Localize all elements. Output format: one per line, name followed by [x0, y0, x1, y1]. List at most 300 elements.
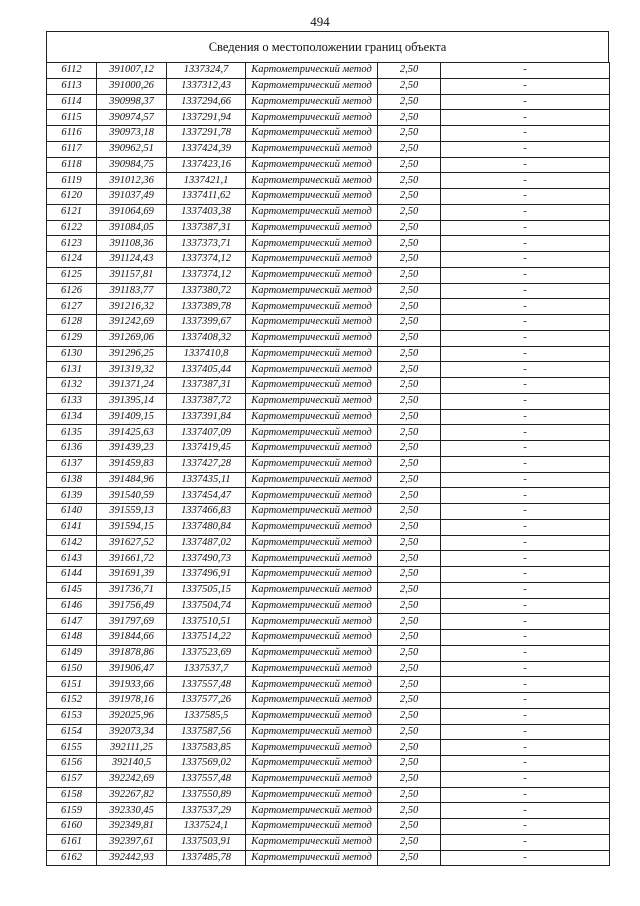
method-cell: Картометрический метод [246, 582, 378, 598]
y-coordinate-cell: 1337480,84 [167, 519, 246, 535]
table-row [47, 472, 610, 488]
method-cell: Картометрический метод [246, 267, 378, 283]
point-number-cell: 6136 [47, 441, 97, 457]
note-cell: - [441, 94, 610, 110]
accuracy-cell: 2,50 [378, 362, 441, 378]
table-row [47, 267, 610, 283]
y-coordinate-cell: 1337291,78 [167, 126, 246, 142]
table-row [47, 252, 610, 268]
table-row [47, 771, 610, 787]
accuracy-cell: 2,50 [378, 551, 441, 567]
table-row [47, 362, 610, 378]
accuracy-cell: 2,50 [378, 157, 441, 173]
x-coordinate-cell: 391906,47 [97, 661, 167, 677]
accuracy-cell: 2,50 [378, 456, 441, 472]
note-cell: - [441, 535, 610, 551]
table-row [47, 677, 610, 693]
x-coordinate-cell: 391627,52 [97, 535, 167, 551]
y-coordinate-cell: 1337324,7 [167, 63, 246, 79]
x-coordinate-cell: 392025,96 [97, 708, 167, 724]
y-coordinate-cell: 1337423,16 [167, 157, 246, 173]
method-cell: Картометрический метод [246, 189, 378, 205]
accuracy-cell: 2,50 [378, 582, 441, 598]
table-row [47, 141, 610, 157]
note-cell: - [441, 299, 610, 315]
accuracy-cell: 2,50 [378, 252, 441, 268]
point-number-cell: 6129 [47, 330, 97, 346]
accuracy-cell: 2,50 [378, 535, 441, 551]
y-coordinate-cell: 1337550,89 [167, 787, 246, 803]
method-cell: Картометрический метод [246, 126, 378, 142]
point-number-cell: 6117 [47, 141, 97, 157]
method-cell: Картометрический метод [246, 315, 378, 331]
y-coordinate-cell: 1337405,44 [167, 362, 246, 378]
y-coordinate-cell: 1337374,12 [167, 252, 246, 268]
method-cell: Картометрический метод [246, 456, 378, 472]
table-row [47, 456, 610, 472]
point-number-cell: 6120 [47, 189, 97, 205]
x-coordinate-cell: 391661,72 [97, 551, 167, 567]
y-coordinate-cell: 1337374,12 [167, 267, 246, 283]
note-cell: - [441, 157, 610, 173]
method-cell: Картометрический метод [246, 283, 378, 299]
x-coordinate-cell: 391319,32 [97, 362, 167, 378]
point-number-cell: 6126 [47, 283, 97, 299]
x-coordinate-cell: 391459,83 [97, 456, 167, 472]
x-coordinate-cell: 391157,81 [97, 267, 167, 283]
x-coordinate-cell: 391296,25 [97, 346, 167, 362]
table-row [47, 283, 610, 299]
note-cell: - [441, 850, 610, 866]
accuracy-cell: 2,50 [378, 189, 441, 205]
method-cell: Картометрический метод [246, 141, 378, 157]
accuracy-cell: 2,50 [378, 834, 441, 850]
point-number-cell: 6128 [47, 315, 97, 331]
x-coordinate-cell: 391756,49 [97, 598, 167, 614]
y-coordinate-cell: 1337587,56 [167, 724, 246, 740]
x-coordinate-cell: 391242,69 [97, 315, 167, 331]
accuracy-cell: 2,50 [378, 346, 441, 362]
y-coordinate-cell: 1337427,28 [167, 456, 246, 472]
accuracy-cell: 2,50 [378, 393, 441, 409]
table-row [47, 315, 610, 331]
accuracy-cell: 2,50 [378, 771, 441, 787]
accuracy-cell: 2,50 [378, 236, 441, 252]
y-coordinate-cell: 1337485,78 [167, 850, 246, 866]
x-coordinate-cell: 392442,93 [97, 850, 167, 866]
point-number-cell: 6124 [47, 252, 97, 268]
x-coordinate-cell: 390974,57 [97, 110, 167, 126]
point-number-cell: 6138 [47, 472, 97, 488]
table-row [47, 582, 610, 598]
method-cell: Картометрический метод [246, 834, 378, 850]
accuracy-cell: 2,50 [378, 267, 441, 283]
x-coordinate-cell: 391540,59 [97, 488, 167, 504]
method-cell: Картометрический метод [246, 803, 378, 819]
point-number-cell: 6161 [47, 834, 97, 850]
x-coordinate-cell: 391439,23 [97, 441, 167, 457]
table-row [47, 488, 610, 504]
note-cell: - [441, 803, 610, 819]
x-coordinate-cell: 391216,32 [97, 299, 167, 315]
point-number-cell: 6147 [47, 614, 97, 630]
table-row [47, 441, 610, 457]
method-cell: Картометрический метод [246, 173, 378, 189]
accuracy-cell: 2,50 [378, 472, 441, 488]
y-coordinate-cell: 1337435,11 [167, 472, 246, 488]
y-coordinate-cell: 1337537,29 [167, 803, 246, 819]
note-cell: - [441, 378, 610, 394]
point-number-cell: 6148 [47, 630, 97, 646]
y-coordinate-cell: 1337408,32 [167, 330, 246, 346]
y-coordinate-cell: 1337583,85 [167, 740, 246, 756]
section-title: Сведения о местоположении границ объекта [46, 31, 609, 62]
y-coordinate-cell: 1337557,48 [167, 677, 246, 693]
method-cell: Картометрический метод [246, 362, 378, 378]
table-row [47, 299, 610, 315]
note-cell: - [441, 661, 610, 677]
y-coordinate-cell: 1337387,31 [167, 378, 246, 394]
y-coordinate-cell: 1337421,1 [167, 173, 246, 189]
table-row [47, 110, 610, 126]
table-row [47, 756, 610, 772]
accuracy-cell: 2,50 [378, 110, 441, 126]
x-coordinate-cell: 391933,66 [97, 677, 167, 693]
note-cell: - [441, 236, 610, 252]
method-cell: Картометрический метод [246, 220, 378, 236]
method-cell: Картометрический метод [246, 756, 378, 772]
y-coordinate-cell: 1337514,22 [167, 630, 246, 646]
point-number-cell: 6130 [47, 346, 97, 362]
note-cell: - [441, 441, 610, 457]
x-coordinate-cell: 391409,15 [97, 409, 167, 425]
x-coordinate-cell: 390973,18 [97, 126, 167, 142]
table-row [47, 803, 610, 819]
x-coordinate-cell: 390998,37 [97, 94, 167, 110]
method-cell: Картометрический метод [246, 472, 378, 488]
point-number-cell: 6123 [47, 236, 97, 252]
method-cell: Картометрический метод [246, 771, 378, 787]
method-cell: Картометрический метод [246, 330, 378, 346]
point-number-cell: 6144 [47, 567, 97, 583]
table-row [47, 567, 610, 583]
y-coordinate-cell: 1337391,84 [167, 409, 246, 425]
x-coordinate-cell: 391371,24 [97, 378, 167, 394]
accuracy-cell: 2,50 [378, 63, 441, 79]
accuracy-cell: 2,50 [378, 141, 441, 157]
x-coordinate-cell: 392073,34 [97, 724, 167, 740]
note-cell: - [441, 78, 610, 94]
accuracy-cell: 2,50 [378, 850, 441, 866]
note-cell: - [441, 204, 610, 220]
note-cell: - [441, 63, 610, 79]
y-coordinate-cell: 1337569,02 [167, 756, 246, 772]
accuracy-cell: 2,50 [378, 740, 441, 756]
note-cell: - [441, 110, 610, 126]
point-number-cell: 6122 [47, 220, 97, 236]
table-row [47, 724, 610, 740]
point-number-cell: 6146 [47, 598, 97, 614]
y-coordinate-cell: 1337312,43 [167, 78, 246, 94]
note-cell: - [441, 740, 610, 756]
x-coordinate-cell: 392242,69 [97, 771, 167, 787]
note-cell: - [441, 173, 610, 189]
table-row [47, 425, 610, 441]
method-cell: Картометрический метод [246, 787, 378, 803]
note-cell: - [441, 456, 610, 472]
y-coordinate-cell: 1337557,48 [167, 771, 246, 787]
x-coordinate-cell: 391108,36 [97, 236, 167, 252]
x-coordinate-cell: 391395,14 [97, 393, 167, 409]
method-cell: Картометрический метод [246, 346, 378, 362]
accuracy-cell: 2,50 [378, 504, 441, 520]
table-row [47, 393, 610, 409]
y-coordinate-cell: 1337466,83 [167, 504, 246, 520]
y-coordinate-cell: 1337523,69 [167, 645, 246, 661]
accuracy-cell: 2,50 [378, 756, 441, 772]
point-number-cell: 6140 [47, 504, 97, 520]
point-number-cell: 6127 [47, 299, 97, 315]
x-coordinate-cell: 391269,06 [97, 330, 167, 346]
accuracy-cell: 2,50 [378, 315, 441, 331]
point-number-cell: 6113 [47, 78, 97, 94]
coordinates-table-body [47, 63, 610, 866]
point-number-cell: 6135 [47, 425, 97, 441]
accuracy-cell: 2,50 [378, 441, 441, 457]
method-cell: Картометрический метод [246, 677, 378, 693]
x-coordinate-cell: 391037,49 [97, 189, 167, 205]
method-cell: Картометрический метод [246, 551, 378, 567]
note-cell: - [441, 504, 610, 520]
table-row [47, 834, 610, 850]
table-row [47, 708, 610, 724]
note-cell: - [441, 252, 610, 268]
method-cell: Картометрический метод [246, 157, 378, 173]
table-row [47, 189, 610, 205]
accuracy-cell: 2,50 [378, 94, 441, 110]
note-cell: - [441, 362, 610, 378]
note-cell: - [441, 756, 610, 772]
accuracy-cell: 2,50 [378, 330, 441, 346]
point-number-cell: 6115 [47, 110, 97, 126]
point-number-cell: 6160 [47, 819, 97, 835]
point-number-cell: 6151 [47, 677, 97, 693]
note-cell: - [441, 724, 610, 740]
table-row [47, 94, 610, 110]
point-number-cell: 6155 [47, 740, 97, 756]
accuracy-cell: 2,50 [378, 614, 441, 630]
y-coordinate-cell: 1337454,47 [167, 488, 246, 504]
note-cell: - [441, 425, 610, 441]
method-cell: Картометрический метод [246, 378, 378, 394]
y-coordinate-cell: 1337585,5 [167, 708, 246, 724]
table-row [47, 346, 610, 362]
note-cell: - [441, 409, 610, 425]
coordinates-table [46, 62, 610, 866]
point-number-cell: 6133 [47, 393, 97, 409]
note-cell: - [441, 614, 610, 630]
table-row [47, 645, 610, 661]
x-coordinate-cell: 391691,39 [97, 567, 167, 583]
coordinates-sheet [46, 31, 609, 866]
y-coordinate-cell: 1337503,91 [167, 834, 246, 850]
y-coordinate-cell: 1337424,39 [167, 141, 246, 157]
x-coordinate-cell: 392140,5 [97, 756, 167, 772]
x-coordinate-cell: 392330,45 [97, 803, 167, 819]
method-cell: Картометрический метод [246, 598, 378, 614]
point-number-cell: 6143 [47, 551, 97, 567]
x-coordinate-cell: 391064,69 [97, 204, 167, 220]
x-coordinate-cell: 391736,71 [97, 582, 167, 598]
accuracy-cell: 2,50 [378, 693, 441, 709]
table-row [47, 630, 610, 646]
y-coordinate-cell: 1337407,09 [167, 425, 246, 441]
method-cell: Картометрический метод [246, 299, 378, 315]
table-row [47, 819, 610, 835]
method-cell: Картометрический метод [246, 204, 378, 220]
table-row [47, 740, 610, 756]
point-number-cell: 6134 [47, 409, 97, 425]
y-coordinate-cell: 1337410,8 [167, 346, 246, 362]
point-number-cell: 6112 [47, 63, 97, 79]
note-cell: - [441, 693, 610, 709]
accuracy-cell: 2,50 [378, 708, 441, 724]
table-row [47, 78, 610, 94]
point-number-cell: 6154 [47, 724, 97, 740]
method-cell: Картометрический метод [246, 535, 378, 551]
note-cell: - [441, 220, 610, 236]
method-cell: Картометрический метод [246, 393, 378, 409]
x-coordinate-cell: 392267,82 [97, 787, 167, 803]
accuracy-cell: 2,50 [378, 425, 441, 441]
x-coordinate-cell: 392111,25 [97, 740, 167, 756]
point-number-cell: 6145 [47, 582, 97, 598]
y-coordinate-cell: 1337291,94 [167, 110, 246, 126]
accuracy-cell: 2,50 [378, 819, 441, 835]
y-coordinate-cell: 1337496,91 [167, 567, 246, 583]
x-coordinate-cell: 391559,13 [97, 504, 167, 520]
point-number-cell: 6159 [47, 803, 97, 819]
note-cell: - [441, 834, 610, 850]
point-number-cell: 6131 [47, 362, 97, 378]
method-cell: Картометрический метод [246, 94, 378, 110]
accuracy-cell: 2,50 [378, 645, 441, 661]
note-cell: - [441, 283, 610, 299]
accuracy-cell: 2,50 [378, 488, 441, 504]
point-number-cell: 6137 [47, 456, 97, 472]
accuracy-cell: 2,50 [378, 519, 441, 535]
method-cell: Картометрический метод [246, 63, 378, 79]
accuracy-cell: 2,50 [378, 378, 441, 394]
point-number-cell: 6153 [47, 708, 97, 724]
note-cell: - [441, 708, 610, 724]
y-coordinate-cell: 1337389,78 [167, 299, 246, 315]
note-cell: - [441, 567, 610, 583]
method-cell: Картометрический метод [246, 850, 378, 866]
method-cell: Картометрический метод [246, 425, 378, 441]
y-coordinate-cell: 1337419,45 [167, 441, 246, 457]
table-row [47, 614, 610, 630]
method-cell: Картометрический метод [246, 693, 378, 709]
x-coordinate-cell: 391484,96 [97, 472, 167, 488]
accuracy-cell: 2,50 [378, 283, 441, 299]
accuracy-cell: 2,50 [378, 78, 441, 94]
note-cell: - [441, 598, 610, 614]
note-cell: - [441, 315, 610, 331]
point-number-cell: 6116 [47, 126, 97, 142]
note-cell: - [441, 189, 610, 205]
note-cell: - [441, 630, 610, 646]
method-cell: Картометрический метод [246, 661, 378, 677]
accuracy-cell: 2,50 [378, 787, 441, 803]
point-number-cell: 6132 [47, 378, 97, 394]
method-cell: Картометрический метод [246, 441, 378, 457]
y-coordinate-cell: 1337487,02 [167, 535, 246, 551]
method-cell: Картометрический метод [246, 724, 378, 740]
x-coordinate-cell: 391183,77 [97, 283, 167, 299]
note-cell: - [441, 645, 610, 661]
note-cell: - [441, 488, 610, 504]
note-cell: - [441, 519, 610, 535]
point-number-cell: 6114 [47, 94, 97, 110]
point-number-cell: 6152 [47, 693, 97, 709]
method-cell: Картометрический метод [246, 645, 378, 661]
table-row [47, 519, 610, 535]
table-row [47, 693, 610, 709]
y-coordinate-cell: 1337294,66 [167, 94, 246, 110]
table-row [47, 551, 610, 567]
y-coordinate-cell: 1337505,15 [167, 582, 246, 598]
method-cell: Картометрический метод [246, 488, 378, 504]
table-row [47, 63, 610, 79]
accuracy-cell: 2,50 [378, 724, 441, 740]
note-cell: - [441, 126, 610, 142]
method-cell: Картометрический метод [246, 708, 378, 724]
y-coordinate-cell: 1337524,1 [167, 819, 246, 835]
table-row [47, 535, 610, 551]
y-coordinate-cell: 1337403,38 [167, 204, 246, 220]
x-coordinate-cell: 391000,26 [97, 78, 167, 94]
table-row [47, 504, 610, 520]
method-cell: Картометрический метод [246, 567, 378, 583]
accuracy-cell: 2,50 [378, 630, 441, 646]
accuracy-cell: 2,50 [378, 567, 441, 583]
accuracy-cell: 2,50 [378, 661, 441, 677]
method-cell: Картометрический метод [246, 819, 378, 835]
note-cell: - [441, 330, 610, 346]
table-row [47, 378, 610, 394]
method-cell: Картометрический метод [246, 252, 378, 268]
x-coordinate-cell: 391007,12 [97, 63, 167, 79]
x-coordinate-cell: 391425,63 [97, 425, 167, 441]
point-number-cell: 6162 [47, 850, 97, 866]
x-coordinate-cell: 392349,81 [97, 819, 167, 835]
accuracy-cell: 2,50 [378, 204, 441, 220]
point-number-cell: 6141 [47, 519, 97, 535]
table-row [47, 220, 610, 236]
table-row [47, 787, 610, 803]
note-cell: - [441, 819, 610, 835]
point-number-cell: 6125 [47, 267, 97, 283]
point-number-cell: 6139 [47, 488, 97, 504]
table-row [47, 661, 610, 677]
y-coordinate-cell: 1337537,7 [167, 661, 246, 677]
y-coordinate-cell: 1337504,74 [167, 598, 246, 614]
x-coordinate-cell: 391797,69 [97, 614, 167, 630]
accuracy-cell: 2,50 [378, 173, 441, 189]
y-coordinate-cell: 1337373,71 [167, 236, 246, 252]
accuracy-cell: 2,50 [378, 126, 441, 142]
